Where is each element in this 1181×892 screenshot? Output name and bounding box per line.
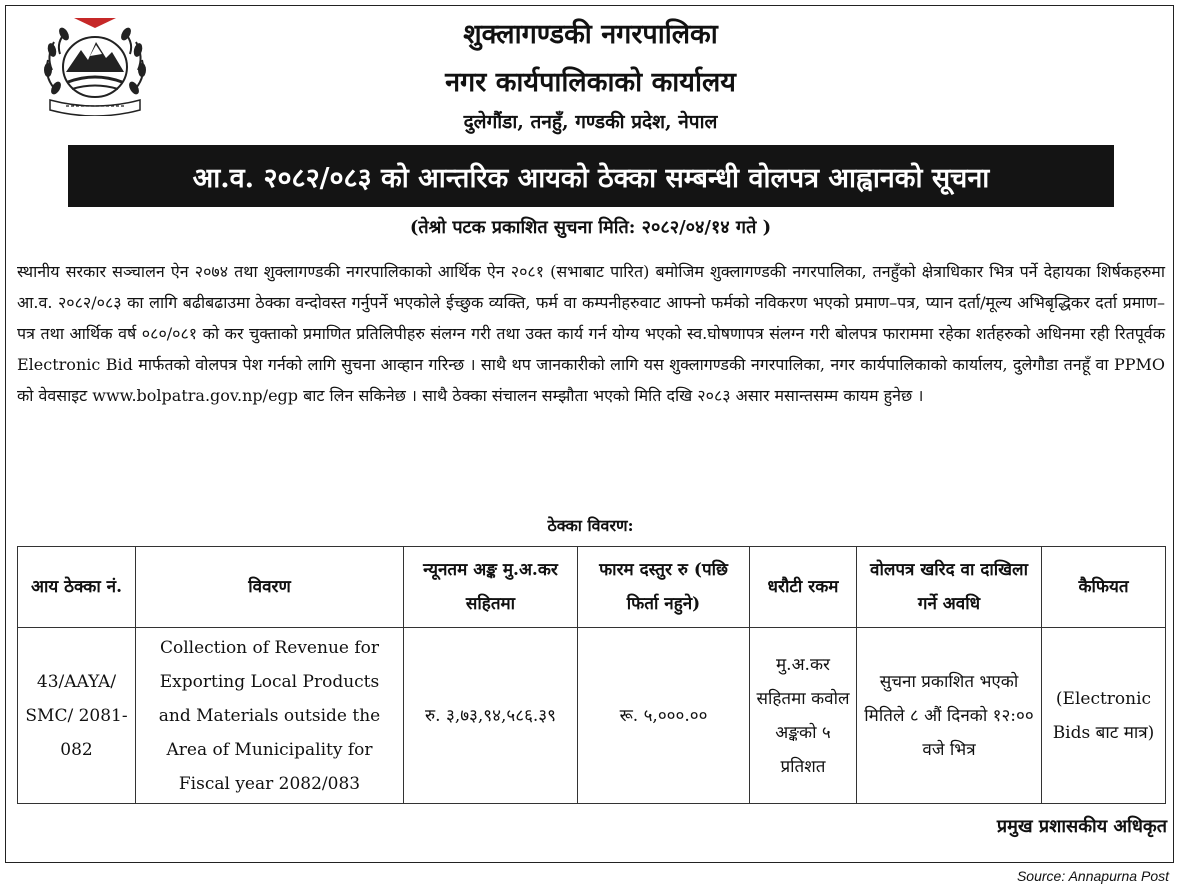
notice-body: स्थानीय सरकार सञ्चालन ऐन २०७४ तथा शुक्लागण्डकी नगरपालिकाको आर्थिक ऐन २०८१ (सभाबाट पारित) बमोजिम शुक्लागण्डकी नगरपालिका, तनहुँको क्षेत्राधिकार भित्र पर्ने देहायका शिर्षकहरुमा आ.व. २०८२/०८३ का लागि बढीबढाउमा ठेक्का वन्दोवस्त गर्नुपर्ने भएकोले ईच्छुक व्यक्ति, फर्म वा कम्पनीहरुवाट आफ्नो फर्मको नविकरण भएको प्रमाण–पत्र, प्यान दर्ता/मूल्य अभिबृद्धिकर दर्ता प्रमाण–पत्र तथा आर्थिक वर्ष ०८०/०८१ को कर चुक्ताको प्रमाणित प्रतिलिपीहरु संलग्न गरी तथा उक्त कार्य गर्न योग्य भएको स्व.घोषणापत्र संलग्न गरी बोलपत्र फाराममा रहेका शर्तहरुको अधिनमा रही रितपूर्वक Electronic Bid मार्फतको वोलपत्र पेश गर्नको लागि सुचना आव्हान गरिन्छ । साथै थप जानकारीको लागि यस शुक्लागण्डकी नगरपालिका, नगर कार्यपालिकाको कार्यालय, दुलेगौडा तनहूँ वा PPMO को वेवसाइट www.bolpatra.gov.np/egp बाट लिन सकिनेछ । साथै ठेक्का संचालन सम्झौता भएको मिति दखि २०८३ असार मसान्तसम्म कायम हुनेछ ।	[17, 262, 1165, 405]
header-deposit: धरौटी रकम	[750, 547, 857, 628]
office-address: दुलेगौंडा, तनहुँ, गण्डकी प्रदेश, नेपाल	[463, 111, 718, 133]
source-credit: Source: Annapurna Post	[1016, 868, 1169, 884]
header-contract-no: आय ठेक्का नं.	[18, 547, 136, 628]
municipality-name: शुक्लागण्डकी नगरपालिका	[463, 19, 718, 50]
notice-title: आ.व. २०८२/०८३ को आन्तरिक आयको ठेक्का सम्बन्धी वोलपत्र आह्वानको सूचना	[192, 162, 990, 194]
header-form-fee: फारम दस्तुर रु (पछि फिर्ता नहुने)	[578, 547, 750, 628]
cell-remarks: (Electronic Bids बाट मात्र)	[1042, 628, 1166, 804]
table-caption: ठेक्का विवरण:	[547, 516, 634, 535]
signatory: प्रमुख प्रशासकीय अधिकृत	[996, 816, 1167, 837]
table-row	[18, 628, 1166, 804]
cell-contract-no: 43/AAYA/ SMC/ 2081-082	[18, 628, 136, 804]
header-min-amount: न्यूनतम अङ्क मु.अ.कर सहितमा	[404, 547, 578, 628]
contract-details-table	[17, 546, 1166, 804]
cell-min-amount: रु. ३,७३,९४,५८६.३९	[404, 628, 578, 804]
cell-deposit: मु.अ.कर सहितमा कवोल अङ्कको ५ प्रतिशत	[750, 628, 857, 804]
header-description: विवरण	[136, 547, 404, 628]
notice-title-banner	[68, 145, 1114, 207]
cell-description: Collection of Revenue for Exporting Local Products and Materials outside the Area of Municipality for Fiscal year 2082/083	[136, 628, 404, 804]
header-period: वोलपत्र खरिद वा दाखिला गर्ने अवधि	[857, 547, 1042, 628]
cell-period: सुचना प्रकाशित भएको मितिले ८ औं दिनको १२:०० वजे भित्र	[857, 628, 1042, 804]
publication-note: (तेश्रो पटक प्रकाशित सुचना मिति: २०८२/०४/१४ गते )	[409, 217, 772, 238]
header-remarks: कैफियत	[1042, 547, 1166, 628]
cell-form-fee: रू. ५,०००.००	[578, 628, 750, 804]
office-name: नगर कार्यपालिकाको कार्यालय	[445, 67, 736, 98]
table-header-row	[18, 547, 1166, 628]
